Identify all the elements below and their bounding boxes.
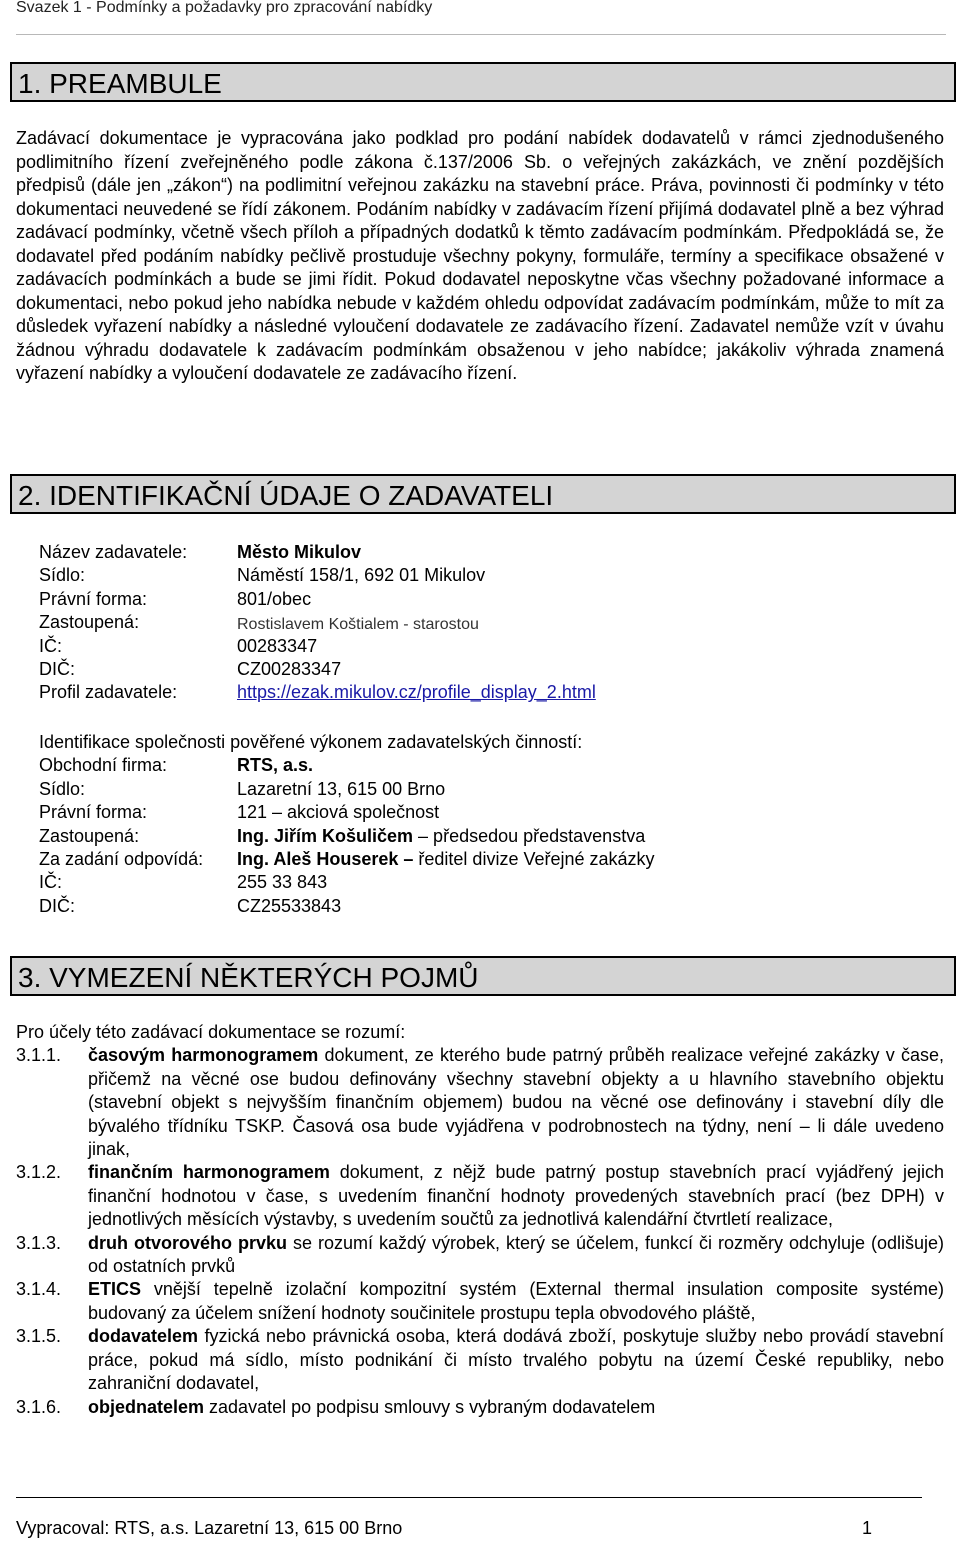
- definitions-list: [16, 1021, 944, 1419]
- label: Zastoupená:: [39, 612, 140, 633]
- item-number: 3.1.3.: [16, 1232, 62, 1253]
- authority-dic: CZ00283347: [237, 658, 342, 679]
- item-text: zadavatel po podpisu smlouvy s vybraným dodavatelem: [204, 1396, 656, 1417]
- label: Právní forma:: [39, 588, 148, 609]
- label: IČ:: [39, 635, 63, 656]
- item-term: ETICS: [88, 1279, 142, 1300]
- item-term: časovým harmonogramem: [88, 1045, 319, 1066]
- item-text: dokument, ze kterého bude patrný průběh realizace veřejné zakázky v čase, přičemž na věcné ose budou definovány všechny stavební objekty a u hlavního stavebního objektu (stavební objekt s nejvyšším finančním objemem) budou na věcné ose definovány i stavební díly dle bývalého třídníku TSKP. Časová osa bude vyjádřena v podrobnostech na týdny, není – li dále uvedeno jinak,: [88, 1045, 945, 1160]
- definition-item: [16, 1278, 944, 1325]
- responsible-person-role: ředitel divize Veřejné zakázky: [413, 848, 655, 869]
- item-number: 3.1.1.: [16, 1045, 62, 1066]
- label: IČ:: [39, 872, 63, 893]
- definition-item: [16, 1161, 944, 1231]
- authority-name: Město Mikulov: [237, 542, 362, 562]
- label: Zastoupená:: [39, 825, 140, 846]
- agent-company-name: RTS, a.s.: [237, 755, 314, 776]
- section-heading-definitions: [10, 956, 956, 996]
- definition-item: [16, 1396, 944, 1419]
- section-title: 2. IDENTIFIKAČNÍ ÚDAJE O ZADAVATELI: [18, 480, 554, 511]
- agent-dic: CZ25533843: [237, 895, 342, 916]
- item-number: 3.1.5.: [16, 1326, 62, 1347]
- item-term: dodavatelem: [88, 1326, 199, 1347]
- label: Za zadání odpovídá:: [39, 848, 204, 869]
- item-number: 3.1.6.: [16, 1396, 62, 1417]
- agent-representative-role: – předsedou představenstva: [413, 825, 646, 846]
- definitions-intro: Pro účely této zadávací dokumentace se rozumí:: [16, 1022, 406, 1042]
- agent-ic: 255 33 843: [237, 872, 328, 893]
- agent-heading: Identifikace společnosti pověřené výkonem zadavatelských činností:: [39, 732, 583, 752]
- section-title: 3. VYMEZENÍ NĚKTERÝCH POJMŮ: [18, 962, 479, 993]
- definition-item: [16, 1232, 944, 1279]
- item-term: druh otvorového prvku: [88, 1232, 287, 1253]
- label: DIČ:: [39, 658, 75, 679]
- item-number: 3.1.2.: [16, 1162, 62, 1183]
- label: Název zadavatele:: [39, 542, 188, 562]
- item-number: 3.1.4.: [16, 1279, 62, 1300]
- definition-item: [16, 1325, 944, 1395]
- item-term: finančním harmonogramem: [88, 1162, 330, 1183]
- label: Sídlo:: [39, 778, 86, 799]
- item-text: dokument, z nějž bude patrný postup stavebních prací vyjádřený jejich finanční hodnotou v čase, s uvedením finanční hodnoty provedených stavebních prací (bez DPH) v jednotlivých měsících výstavby, s uvedením součtů za jednotlivá kalendářní čtvrtletí realizace,: [88, 1162, 944, 1230]
- header-title: Svazek 1 - Podmínky a požadavky pro zpracování nabídky: [16, 0, 433, 16]
- profile-link[interactable]: https://ezak.mikulov.cz/profile_display_2.html: [237, 682, 596, 703]
- page-header: [16, 0, 946, 35]
- item-text: fyzická nebo právnická osoba, která dodává zboží, poskytuje služby nebo provádí stavební práce, pokud má sídlo, místo podnikání či místo trvalého pobytu na území České republiky, nebo zahraniční dodavatel,: [88, 1326, 944, 1394]
- authority-address: Náměstí 158/1, 692 01 Mikulov: [237, 565, 486, 586]
- authority-legal-form: 801/obec: [237, 588, 312, 609]
- responsible-person-name: Ing. Aleš Houserek –: [237, 848, 414, 869]
- authority-representative: Rostislavem Koštialem - starostou: [237, 616, 479, 634]
- page-number: 1: [862, 1518, 873, 1538]
- label: Profil zadavatele:: [39, 682, 178, 703]
- item-term: objednatelem: [88, 1396, 205, 1417]
- agent-representative-name: Ing. Jiřím Košuličem: [237, 825, 414, 846]
- section-heading-preamble: [10, 62, 956, 102]
- item-text: se rozumí každý výrobek, který se účelem, funkcí či rozměry odchyluje (odlišuje) od ostatních prvků: [88, 1232, 945, 1277]
- agent-legal-form: 121 – akciová společnost: [237, 802, 440, 823]
- label: Obchodní firma:: [39, 755, 168, 776]
- item-text: vnější tepelně izolační kompozitní systém (External thermal insulation composite systéme) budovaný za účelem snížení hodnoty součinitele prostupu tepla obvodového pláště,: [88, 1279, 944, 1323]
- authority-ic: 00283347: [237, 635, 318, 656]
- section-title: 1. PREAMBULE: [18, 68, 222, 99]
- agent-address: Lazaretní 13, 615 00 Brno: [237, 778, 446, 799]
- page-footer: [16, 1497, 922, 1540]
- label: DIČ:: [39, 895, 75, 916]
- preamble-paragraph: Zadávací dokumentace je vypracována jako podklad pro podání nabídek dodavatelů v rámci zjednodušeného podlimitního řízení zveřejněného podle zákona č.137/2006 Sb. o veřejných zakázkách, ve znění pozdějších předpisů (dále jen „zákon“) na podlimitní veřejnou zakázku na stavební práce. Práva, povinnosti či podmínky v této dokumentaci neuvedené se řídí zákonem. Podáním nabídky v zadávacím řízení přijímá dodavatel plně a bez výhrad zadávací podmínky, včetně všech příloh a případných dodatků k těmto zadávacím podmínkám. Předpokládá se, že dodavatel před podáním nabídky pečlivě prostuduje všechny pokyny, formuláře, termíny a specifikace obsažené v zadávacích podmínkách a bude se jimi řídit. Pokud dodavatel neposkytne včas všechny požadované informace a dokumentaci, nebo pokud jeho nabídka nebude v každém ohledu odpovídat zadávacím podmínkám, může to mít za důsledek vyřazení nabídky a následné vyloučení dodavatele ze zadávacího řízení. Zadavatel nemůže vzít v úvahu žádnou výhradu dodavatele k zadávacím podmínkám obsaženou v jeho nabídce; jakákoliv výhrada znamená vyřazení nabídky a vyloučení dodavatele ze zadávacího řízení.: [16, 128, 944, 383]
- label: Sídlo:: [39, 565, 86, 586]
- footer-author: Vypracoval: RTS, a.s. Lazaretní 13, 615 00 Brno: [16, 1518, 403, 1538]
- label: Právní forma:: [39, 802, 148, 823]
- section-heading-identification: [10, 474, 956, 514]
- definition-item: [16, 1044, 944, 1161]
